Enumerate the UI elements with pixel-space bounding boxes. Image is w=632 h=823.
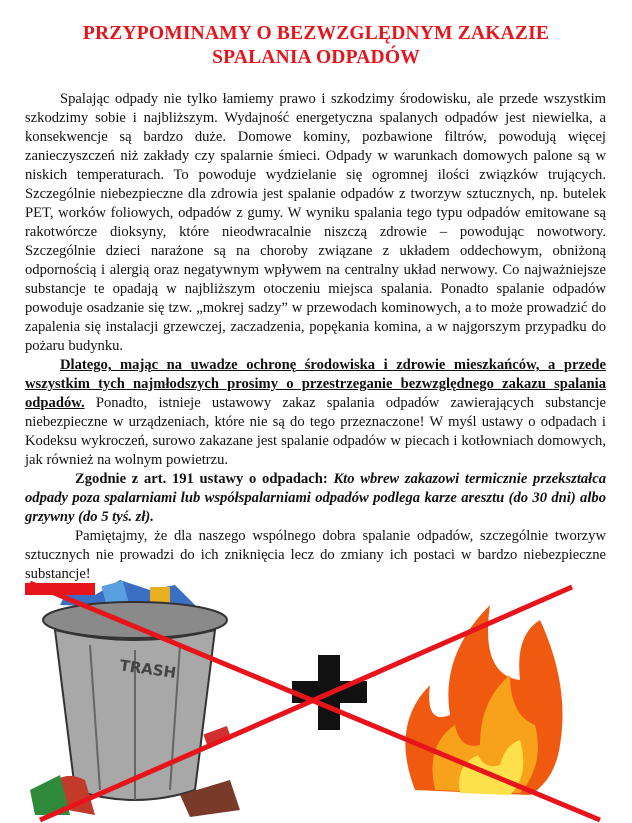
title-line-1: PRZYPOMINAMY O BEZWZGLĘDNYM ZAKAZIE bbox=[82, 23, 550, 44]
paragraph-closing: Pamiętajmy, że dla naszego wspólnego dobra spalanie odpadów, szczególnie tworzyw sztucznych nie prowadzi do ich zniknięcia lecz do zmiany ich postaci w bardzo niebezpieczne substancje! bbox=[25, 528, 606, 582]
page-title bbox=[0, 22, 632, 70]
law-quote: Kto wbrew zakazowi termicznie przekształca odpady poza spalarniami lub współspalarniami odpadów podlega karze aresztu (do 30 dni) albo grzywny (do 5 tyś. zł). bbox=[25, 471, 606, 525]
trash-label: TRASH bbox=[118, 656, 178, 682]
illustration bbox=[0, 565, 632, 823]
paragraph-law bbox=[25, 470, 606, 527]
appeal-emphasis: Dlatego, mając na uwadze ochronę środowiska i zdrowie mieszkańców, a przede wszystkim tych najmłodszych prosimy o przestrzeganie bezwzględnego zakazu spalania odpadów. bbox=[25, 357, 606, 411]
law-reference: Zgodnie z art. 191 ustawy o odpadach: bbox=[75, 471, 328, 487]
fire-icon bbox=[405, 605, 562, 795]
paragraph-intro: Spalając odpady nie tylko łamiemy prawo i szkodzimy środowisku, ale przede wszystkim szkodzimy sobie i najbliższym. Wydajność energetyczna spalanych odpadów jest niewielka, a konsekwencje są bardzo duże. Domowe kominy, pozbawione filtrów, powodują więcej zanieczyszczeń niż zakłady czy spalarnie śmieci. Odpady w warunkach domowych palone są w niskich temperaturach. To powoduje wydzielanie się ogromnej ilości związków trujących. Szczególnie niebezpieczne dla zdrowia jest spalanie odpadów z tworzyw sztucznych, np. butelek PET, worków foliowych, odpadów z gumy. W wyniku spalania tego typu odpadów emitowane są rakotwórcze dioksyny, które nieodwracalnie niszczą zdrowie – powodując nowotwory. Szczególnie dzieci narażone są na choroby związane z układem oddechowym, obniżoną odpornością i alergią oraz negatywnym wpływem na centralny układ nerwowy. Co najważniejsze substancje te opadają w najbliższym otoczeniu miejsca spalania. Ponadto spalanie odpadów powoduje osadzanie się tzw. „mokrej sadzy” w przewodach kominowych, a to może prowadzić do zapalenia się instalacji grzewczej, zaczadzenia, popękania komina, a w najgorszym przypadku do pożaru budynku. bbox=[25, 91, 606, 354]
title-line-2: SPALANIA ODPADÓW bbox=[212, 47, 420, 68]
document-body bbox=[25, 90, 606, 584]
trash-can-icon bbox=[30, 580, 240, 817]
paragraph-appeal bbox=[25, 356, 606, 470]
appeal-text: Ponadto, istnieje ustawowy zakaz spalania odpadów zawierających substancje niebezpieczne w urządzeniach, które nie są do tego przeznaczone! W myśl ustawy o odpadach i Kodeksu wykroczeń, surowo zakazane jest spalanie odpadów w piecach i kotłowniach domowych, jak również na wolnym powietrzu. bbox=[25, 395, 606, 468]
